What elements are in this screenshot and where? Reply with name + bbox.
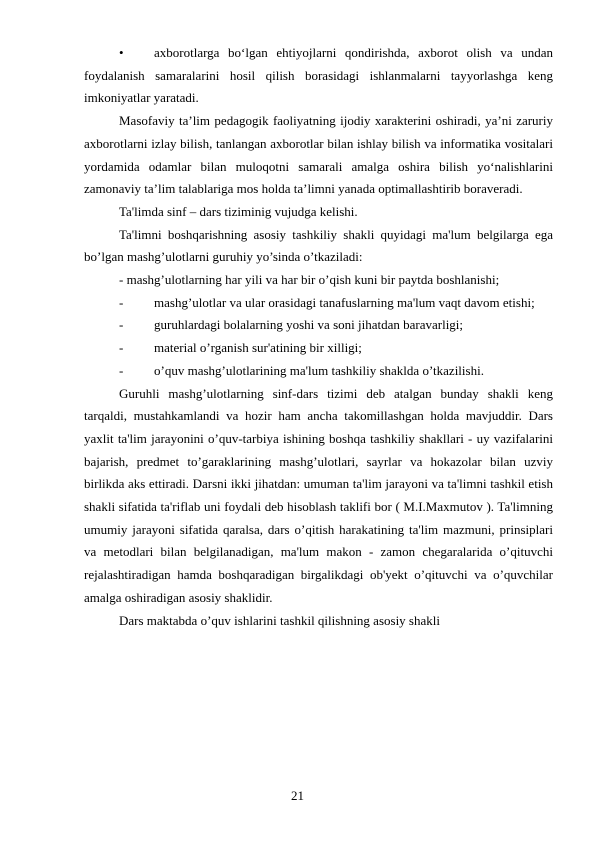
- list-item-text: o’quv mashg’ulotlarining ma'lum tashkiliy shaklda o’tkazilishi.: [154, 362, 484, 378]
- paragraph-organization: Ta'limni boshqarishning asosiy tashkiliy shakli quyidagi ma'lum belgilarga ega bo’lgan mashg’ulotlarni guruhiy yo’sinda o’tkaziladi:: [84, 226, 553, 265]
- dash-marker: -: [119, 317, 124, 333]
- paragraph-class-lesson-system: Guruhli mashg’ulotlarning sinf-dars tizimi deb atalgan bunday shakli keng tarqaldi, mustahkamlandi va hozir ham ancha takomillashgan holda mavjuddir. Dars yaxlit ta'lim jarayonini o’quv-tarbiya ishining boshqa tashkiliy shakllari - uy vazifalarini bajarish, predmet to’garaklarining mashg’ulotlari, sayrlar va hokazolar bilan uzviy birlikda aks ettiradi. Darsni ikki jihatdan: umuman ta'lim jarayoni va ta'limni tashkil etish shakli sifatida ta'riflab uni foydali deb hisoblash taklifi bor ( M.I.Maxmutov ). Ta'limning umumiy jarayoni sifatida qaralsa, dars o’qitish harakatining ta'lim mazmuni, prinsiplari va metodlari bilan belgilanadigan, ma'lum makon - zamon chegaralarida o’qituvchi rejalashtiradigan hamda boshqaradigan birgalikdagi ob'yekt o’qituvchi va o’quvchilar amalga oshiradigan asosiy shaklidir.: [84, 385, 553, 605]
- list-item: [84, 292, 553, 315]
- list-item-text: mashg’ulotlar va ular orasidagi tanafuslarning ma'lum vaqt davom etishi;: [154, 294, 535, 310]
- paragraph-distance-learning: Masofaviy ta’lim pedagogik faoliyatning ijodiy xarakterini oshiradi, ya’ni zaruriy axborotlarni izlay bilish, tanlangan axborotlar bilan ishlay bilish va informatika vositalari yordamida odamlar bilan muloqotni samarali amalga oshira bilish yo‘nalishlarini zamonaviy ta’lim talablariga mos holda ta’limni yanada optimallashtirib boraveradi.: [84, 113, 553, 197]
- bullet-marker: •: [119, 45, 124, 60]
- dash-marker: -: [119, 362, 124, 378]
- list-item: [84, 337, 553, 360]
- paragraph-schedule: - mashg’ulotlarning har yili va har bir o’qish kuni bir paytda boshlanishi;: [119, 272, 500, 288]
- dash-marker: -: [119, 294, 124, 310]
- bullet-item: [84, 42, 553, 110]
- list-item: [84, 314, 553, 337]
- bullet-text: axborotlarga bo‘lgan ehtiyojlarni qondirishda, axborot olish va undan foydalanish samaralarini hosil qilish borasidagi ishlanmalarni tayyorlashga keng imkoniyatlar yaratadi.: [84, 45, 553, 106]
- section-heading: Ta'limda sinf – dars tiziminig vujudga kelishi.: [119, 203, 358, 219]
- page-body: [84, 42, 553, 632]
- list-item-text: material o’rganish sur'atining bir xilligi;: [154, 340, 362, 356]
- dash-marker: -: [119, 340, 124, 356]
- page-number: 21: [291, 788, 304, 803]
- list-item-text: guruhlardagi bolalarning yoshi va soni jihatdan baravarligi;: [154, 317, 464, 333]
- list-item: [84, 360, 553, 383]
- paragraph-lesson-form: Dars maktabda o’quv ishlarini tashkil qilishning asosiy shakli: [119, 612, 440, 628]
